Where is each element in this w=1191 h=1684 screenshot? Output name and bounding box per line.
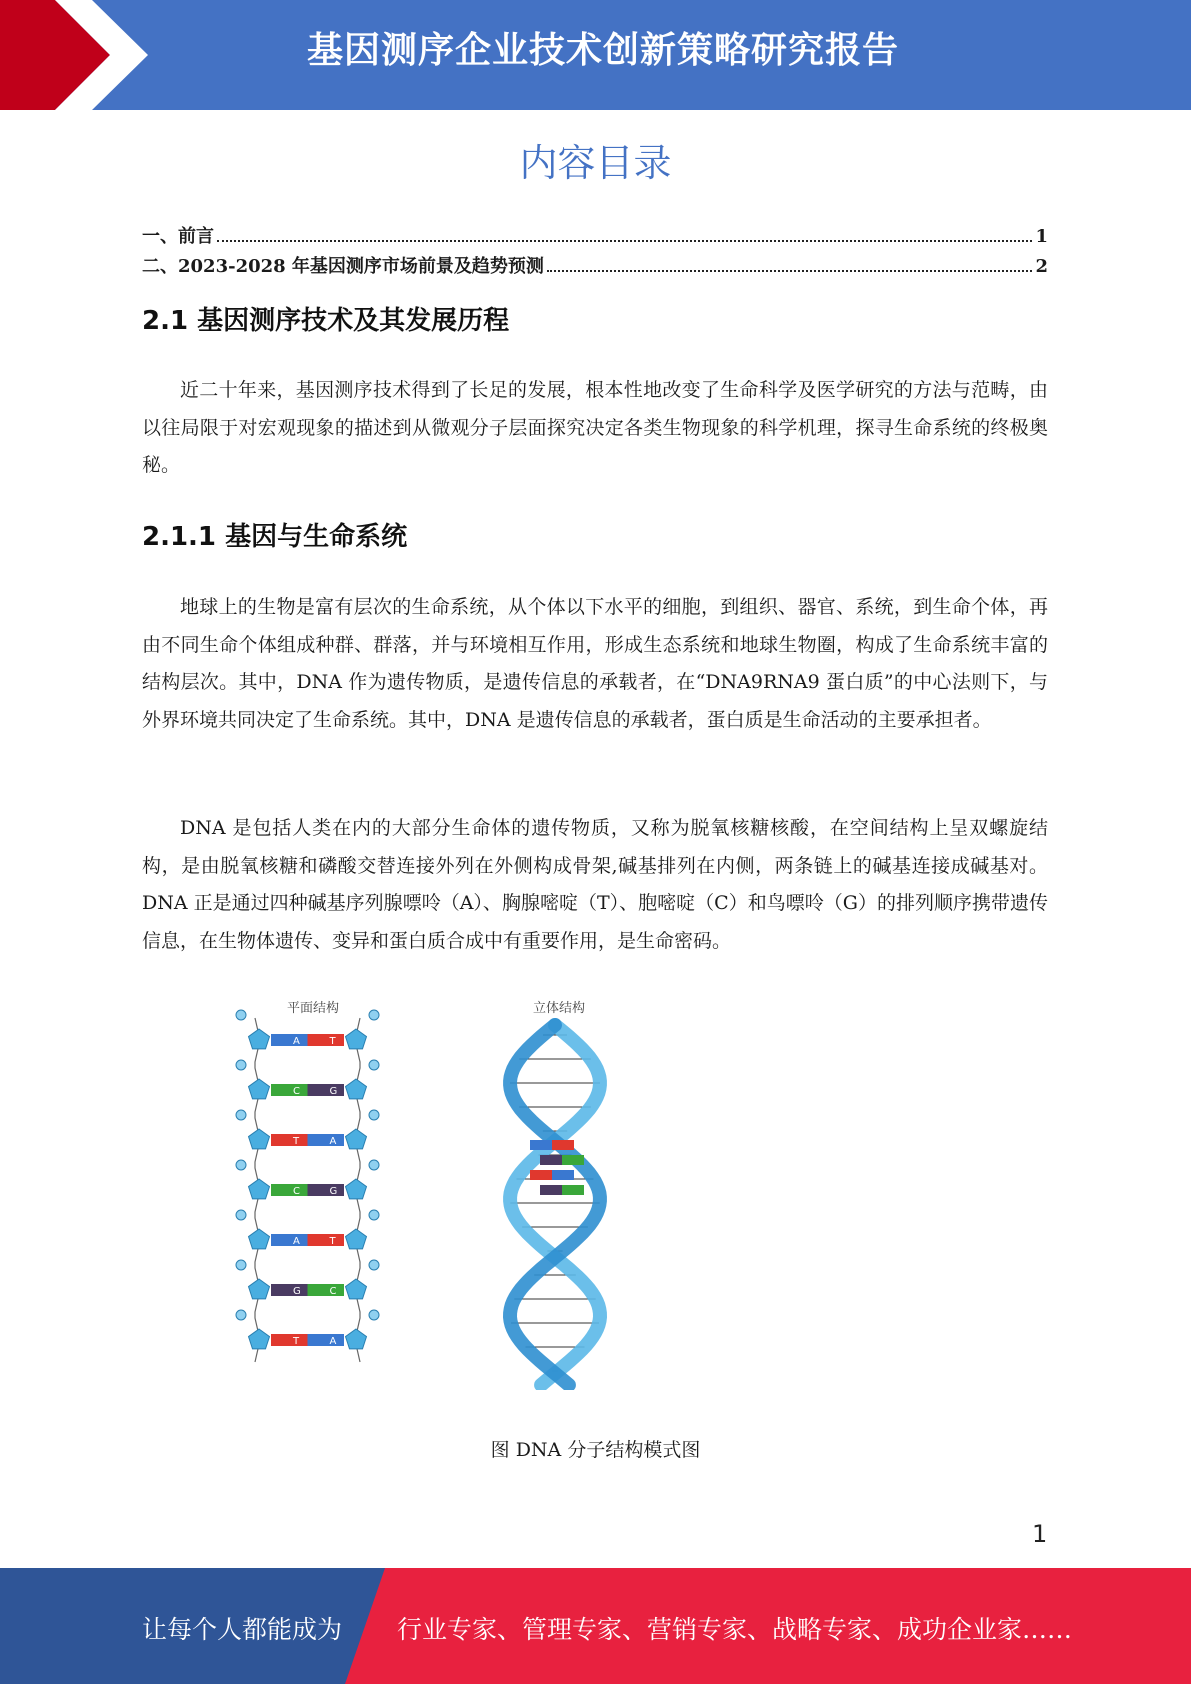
base-block-right	[308, 1134, 345, 1146]
phosphate-circle	[236, 1210, 246, 1220]
base-letter: A	[293, 1236, 300, 1247]
sugar-pentagon	[346, 1079, 367, 1099]
phosphate-circle	[236, 1310, 246, 1320]
sugar-pentagon	[346, 1279, 367, 1299]
phosphate-circle	[236, 1160, 246, 1170]
report-title: 基因测序企业技术创新策略研究报告	[306, 30, 899, 71]
footer-slogan-left: 让每个人都能成为	[142, 1615, 343, 1644]
toc-entry-page: 1	[1035, 226, 1048, 247]
base-letter: C	[329, 1286, 337, 1297]
helix-base-block	[540, 1185, 562, 1195]
paragraph-dna-description: DNA 是包括人类在内的大部分生命体的遗传物质，又称为脱氧核糖核酸，在空间结构上呈双螺旋结构，是由脱氧核糖和磷酸交替连接外列在外侧构成骨架,碱基排列在内侧，两条链上的碱基连接成碱基对。DNA 正是通过四种碱基序列腺嘌呤（A）、胸腺嘧啶（T）、胞嘧啶（C）和鸟嘌呤（G）的排列顺序携带遗传信息，在生物体遗传、变异和蛋白质合成中有重要作用，是生命密码。	[142, 817, 1048, 952]
toc-leader-dots	[217, 240, 1032, 242]
section-heading-2-1: 2.1 基因测序技术及其发展历程	[142, 306, 510, 336]
base-letter: C	[293, 1186, 300, 1197]
toc-entry-text: 一、前言	[142, 226, 214, 247]
base-block-left	[271, 1234, 308, 1246]
dna-structure-illustration	[215, 990, 695, 1390]
base-block-right	[308, 1084, 345, 1096]
phosphate-circle	[236, 1260, 246, 1270]
base-letter: T	[293, 1336, 300, 1347]
helix-base-block	[562, 1155, 584, 1165]
double-helix	[510, 1025, 600, 1385]
base-block-right	[308, 1334, 345, 1346]
toc-entry-market-forecast[interactable]	[142, 252, 1048, 282]
toc-entry-preface[interactable]	[142, 222, 1048, 252]
helix-base-block	[530, 1170, 552, 1180]
base-letter: T	[329, 1236, 336, 1247]
helix-strand	[510, 1025, 600, 1385]
toc-leader-dots	[547, 270, 1033, 272]
base-block-left	[271, 1184, 308, 1196]
base-letter: G	[329, 1086, 338, 1097]
base-block-right	[308, 1284, 345, 1296]
phosphate-circle	[236, 1110, 246, 1120]
paragraph-life-system: 地球上的生物是富有层次的生命系统，从个体以下水平的细胞，到组织、器官、系统，到生命个体，再由不同生命个体组成种群、群落，并与环境相互作用，形成生态系统和地球生物圈，构成了生命系统丰富的结构层次。其中，DNA 作为遗传物质，是遗传信息的承载者，在“DNA9RNA9 蛋白质”的中心法则下，与外界环境共同决定了生命系统。其中，DNA 是遗传信息的承载者，蛋白质是生命活动的主要承担者。	[142, 596, 1048, 731]
phosphate-circle	[236, 1060, 246, 1070]
helix-base-block	[540, 1155, 562, 1165]
sugar-pentagon	[249, 1129, 270, 1149]
helix-base-block	[530, 1140, 552, 1150]
sugar-pentagon	[249, 1229, 270, 1249]
phosphate-circle	[369, 1110, 379, 1120]
figure-caption: 图 DNA 分子结构模式图	[490, 1439, 701, 1461]
base-block-left	[271, 1334, 308, 1346]
sugar-pentagon	[249, 1179, 270, 1199]
base-block-left	[271, 1034, 308, 1046]
base-block-right	[308, 1184, 345, 1196]
toc-entry-text: 二、2023-2028 年基因测序市场前景及趋势预测	[142, 256, 544, 277]
toc-entry-page: 2	[1035, 256, 1048, 277]
helix-base-block	[552, 1170, 574, 1180]
base-letter: A	[329, 1136, 337, 1147]
footer-slogan-right: 行业专家、管理专家、营销专家、战略专家、成功企业家……	[397, 1615, 1073, 1644]
sugar-pentagon	[249, 1329, 270, 1349]
header-banner	[0, 0, 1191, 110]
phosphate-circle	[369, 1160, 379, 1170]
phosphate-circle	[369, 1310, 379, 1320]
section-heading-2-1-1: 2.1.1 基因与生命系统	[142, 522, 408, 552]
toc-heading: 内容目录	[519, 141, 672, 185]
sugar-pentagon	[249, 1079, 270, 1099]
base-letter: G	[329, 1186, 338, 1197]
base-letter: G	[293, 1286, 301, 1297]
base-letter: A	[329, 1336, 337, 1347]
sugar-pentagon	[249, 1279, 270, 1299]
phosphate-circle	[369, 1210, 379, 1220]
paragraph-sequencing-history: 近二十年来，基因测序技术得到了长足的发展，根本性地改变了生命科学及医学研究的方法与范畴，由以往局限于对宏观现象的描述到从微观分子层面探究决定各类生物现象的科学机理，探寻生命系统的终极奥秘。	[142, 379, 1048, 476]
phosphate-circle	[369, 1060, 379, 1070]
base-block-left	[271, 1084, 308, 1096]
phosphate-circle	[236, 1010, 246, 1020]
base-letter: C	[293, 1086, 300, 1097]
sugar-pentagon	[346, 1179, 367, 1199]
phosphate-circle	[369, 1010, 379, 1020]
base-block-right	[308, 1034, 345, 1046]
sugar-pentagon	[249, 1029, 270, 1049]
sugar-pentagon	[346, 1229, 367, 1249]
page-number: 1	[1032, 1520, 1048, 1548]
sugar-pentagon	[346, 1029, 367, 1049]
base-letter: T	[293, 1136, 300, 1147]
flat-structure-label: 平面结构	[287, 1001, 340, 1016]
helix-strand	[510, 1025, 600, 1385]
table-of-contents	[142, 222, 1048, 282]
base-block-right	[308, 1234, 345, 1246]
3d-structure-label: 立体结构	[533, 1001, 586, 1016]
sugar-pentagon	[346, 1129, 367, 1149]
sugar-pentagon	[346, 1329, 367, 1349]
footer-banner	[0, 1568, 1191, 1684]
helix-base-block	[552, 1140, 574, 1150]
helix-base-block	[562, 1185, 584, 1195]
flat-dna-ladder	[236, 1010, 379, 1362]
phosphate-circle	[369, 1260, 379, 1270]
dna-structure-figure	[215, 990, 695, 1390]
base-letter: T	[329, 1036, 336, 1047]
base-block-left	[271, 1134, 308, 1146]
base-block-left	[271, 1284, 308, 1296]
base-letter: A	[293, 1036, 300, 1047]
